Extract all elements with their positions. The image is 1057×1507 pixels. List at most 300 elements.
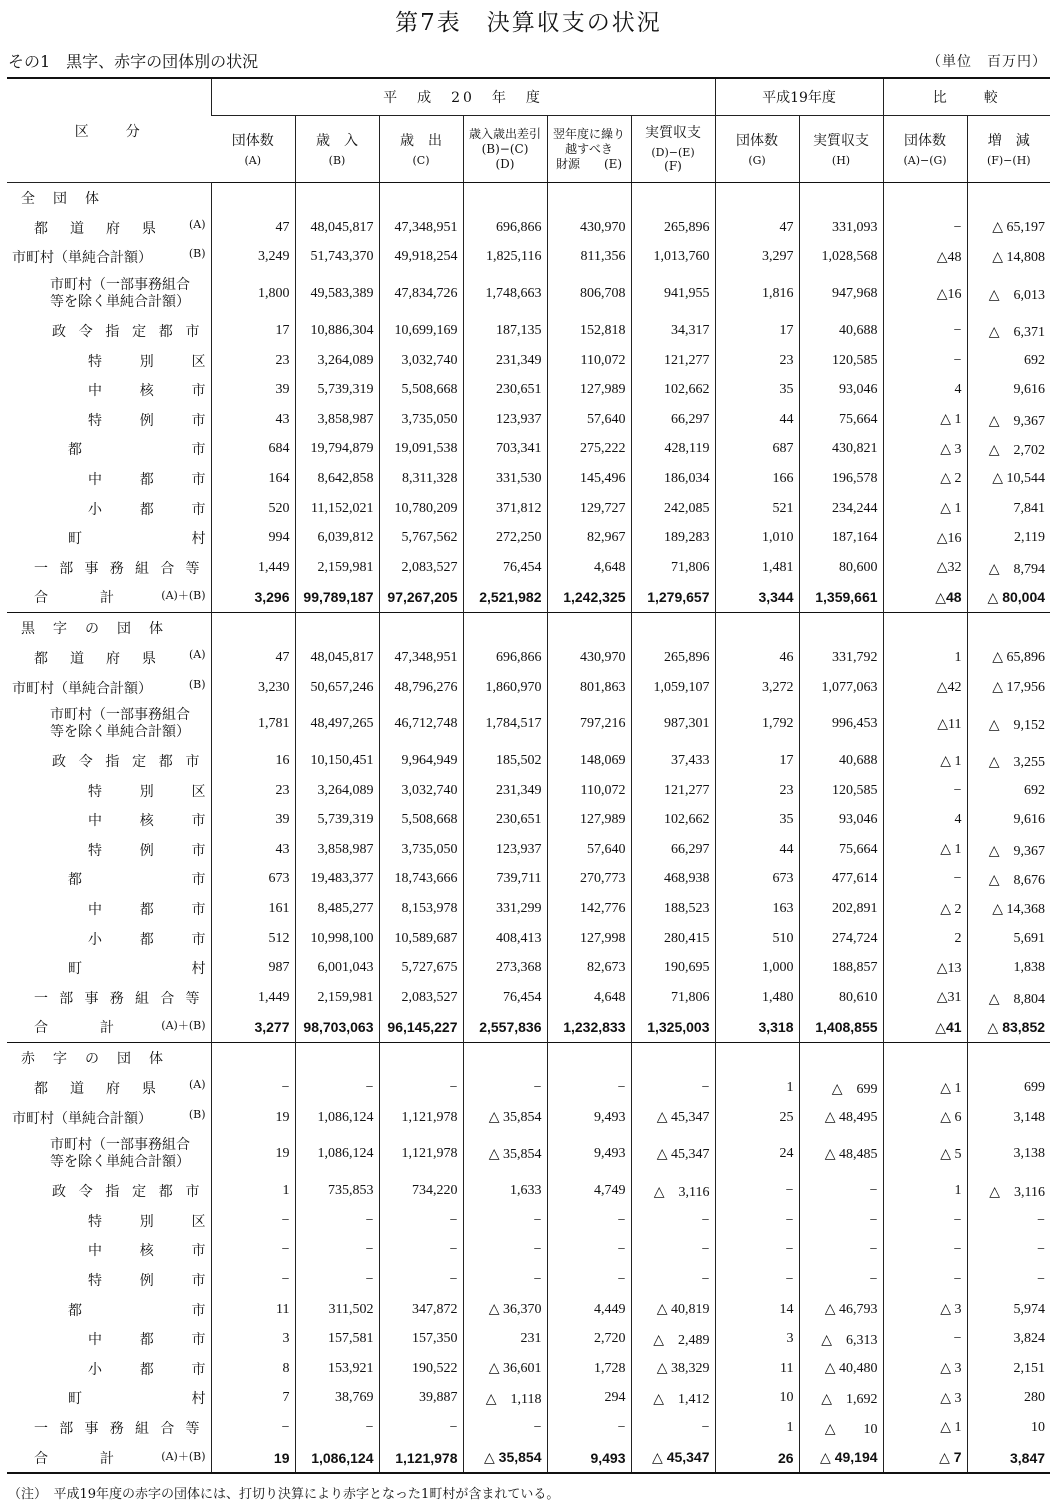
- value-cell: 1,449: [211, 553, 295, 583]
- value-cell: −: [883, 1236, 967, 1266]
- value-cell: 129,727: [547, 494, 631, 524]
- value-cell: −: [547, 1413, 631, 1443]
- value-cell: 734,220: [379, 1176, 463, 1206]
- value-cell: −: [295, 1206, 379, 1236]
- value-cell: △ 14,808: [967, 243, 1050, 273]
- table-row: [7, 673, 1050, 703]
- row-label: 特 別 区: [88, 783, 206, 800]
- table-row: [7, 583, 1050, 613]
- value-cell: △ 1: [883, 1073, 967, 1103]
- unit-label: （単位 百万円）: [927, 54, 1047, 70]
- value-cell: 19: [211, 1443, 295, 1474]
- value-cell: △ 2: [883, 894, 967, 924]
- value-cell: −: [631, 1073, 715, 1103]
- row-label: 市町村（一部事務組合 等を除く単純合計額）: [50, 1137, 190, 1171]
- value-cell: 811,356: [547, 243, 631, 273]
- value-cell: 16: [211, 746, 295, 776]
- value-cell: 987,301: [631, 702, 715, 746]
- value-cell: △ 1,692: [799, 1384, 883, 1414]
- value-cell: 331,792: [799, 643, 883, 673]
- value-cell: 152,818: [547, 316, 631, 346]
- value-cell: △ 3: [883, 1354, 967, 1384]
- row-label: 中 核 市: [88, 1243, 206, 1260]
- value-cell: 3,272: [715, 673, 799, 703]
- value-cell: 35: [715, 806, 799, 836]
- value-cell: 10: [715, 1384, 799, 1414]
- row-label: 一 部 事 務 組 合 等: [34, 560, 206, 577]
- value-cell: −: [883, 1324, 967, 1354]
- value-cell: 3,847: [967, 1443, 1050, 1474]
- value-cell: 331,530: [463, 464, 547, 494]
- value-cell: △ 3,255: [967, 746, 1050, 776]
- row-label: 合 計 (A)＋(B): [34, 1019, 206, 1037]
- value-cell: 35: [715, 375, 799, 405]
- row-label: 政 令 指 定 都 市: [52, 1184, 206, 1201]
- value-cell: 941,955: [631, 272, 715, 316]
- row-label: 町 村: [68, 1391, 206, 1408]
- value-cell: −: [883, 865, 967, 895]
- value-cell: △ 17,956: [967, 673, 1050, 703]
- value-cell: 121,277: [631, 776, 715, 806]
- value-cell: 274,724: [799, 924, 883, 954]
- table-row: [7, 272, 1050, 316]
- value-cell: 3,230: [211, 673, 295, 703]
- value-cell: 1,481: [715, 553, 799, 583]
- value-cell: 66,297: [631, 835, 715, 865]
- value-cell: △ 10,544: [967, 464, 1050, 494]
- value-cell: 145,496: [547, 464, 631, 494]
- value-cell: −: [547, 1206, 631, 1236]
- value-cell: 1,449: [211, 983, 295, 1013]
- column-header-4: 翌年度に繰り越すべき 財源 (E): [547, 116, 631, 183]
- value-cell: 2,151: [967, 1354, 1050, 1384]
- value-cell: 1,121,978: [379, 1132, 463, 1176]
- row-label: 都 道 府 県 (A): [34, 1078, 206, 1098]
- table-row: [7, 316, 1050, 346]
- table-row: [7, 746, 1050, 776]
- value-cell: −: [379, 1265, 463, 1295]
- value-cell: 430,821: [799, 435, 883, 465]
- value-cell: 26: [715, 1443, 799, 1474]
- value-cell: △ 6,313: [799, 1324, 883, 1354]
- value-cell: 49,918,254: [379, 243, 463, 273]
- value-cell: 1,748,663: [463, 272, 547, 316]
- value-cell: △ 40,480: [799, 1354, 883, 1384]
- value-cell: 75,664: [799, 405, 883, 435]
- value-cell: −: [211, 1073, 295, 1103]
- value-cell: 684: [211, 435, 295, 465]
- value-cell: 127,998: [547, 924, 631, 954]
- value-cell: −: [379, 1206, 463, 1236]
- value-cell: 99,789,187: [295, 583, 379, 613]
- value-cell: 5,691: [967, 924, 1050, 954]
- value-cell: △16: [883, 272, 967, 316]
- value-cell: 1: [715, 1413, 799, 1443]
- empty-cell: [967, 183, 1050, 214]
- value-cell: 186,034: [631, 464, 715, 494]
- empty-cell: [463, 183, 547, 214]
- value-cell: 510: [715, 924, 799, 954]
- value-cell: 1,633: [463, 1176, 547, 1206]
- table-row: [7, 464, 1050, 494]
- value-cell: −: [463, 1206, 547, 1236]
- value-cell: 127,989: [547, 806, 631, 836]
- value-cell: △ 45,347: [631, 1443, 715, 1474]
- value-cell: △ 9,367: [967, 405, 1050, 435]
- value-cell: 57,640: [547, 835, 631, 865]
- value-cell: 102,662: [631, 806, 715, 836]
- table-row: [7, 1324, 1050, 1354]
- empty-cell: [799, 613, 883, 644]
- value-cell: 10,699,169: [379, 316, 463, 346]
- value-cell: 10,780,209: [379, 494, 463, 524]
- value-cell: 1,860,970: [463, 673, 547, 703]
- value-cell: △48: [883, 243, 967, 273]
- row-label: 特 別 区: [88, 1213, 206, 1230]
- row-label: 小 都 市: [88, 501, 206, 518]
- table-row: [7, 346, 1050, 376]
- value-cell: 48,045,817: [295, 213, 379, 243]
- value-cell: 1,077,063: [799, 673, 883, 703]
- value-cell: 10,886,304: [295, 316, 379, 346]
- value-cell: 2,557,836: [463, 1013, 547, 1043]
- value-cell: −: [715, 1236, 799, 1266]
- value-cell: 5,739,319: [295, 806, 379, 836]
- value-cell: 19: [211, 1132, 295, 1176]
- value-cell: △ 48,485: [799, 1132, 883, 1176]
- value-cell: 5,974: [967, 1295, 1050, 1325]
- value-cell: 44: [715, 405, 799, 435]
- value-cell: 23: [715, 346, 799, 376]
- value-cell: 8,153,978: [379, 894, 463, 924]
- value-cell: 3,858,987: [295, 835, 379, 865]
- empty-cell: [799, 183, 883, 214]
- row-label: 特 例 市: [88, 1273, 206, 1290]
- value-cell: −: [883, 1206, 967, 1236]
- value-cell: 692: [967, 776, 1050, 806]
- row-label: 町 村: [68, 531, 206, 548]
- value-cell: △ 7: [883, 1443, 967, 1474]
- table-row: [7, 643, 1050, 673]
- value-cell: 76,454: [463, 983, 547, 1013]
- value-cell: 51,743,370: [295, 243, 379, 273]
- value-cell: 4,449: [547, 1295, 631, 1325]
- row-label: 町 村: [68, 961, 206, 978]
- table-row: [7, 894, 1050, 924]
- empty-cell: [799, 1043, 883, 1074]
- value-cell: △ 1: [883, 1413, 967, 1443]
- value-cell: 1: [883, 1176, 967, 1206]
- value-cell: 19,091,538: [379, 435, 463, 465]
- value-cell: −: [883, 316, 967, 346]
- value-cell: △ 6,371: [967, 316, 1050, 346]
- value-cell: 1,781: [211, 702, 295, 746]
- value-cell: −: [295, 1265, 379, 1295]
- table-row: [7, 1206, 1050, 1236]
- value-cell: 46: [715, 643, 799, 673]
- value-cell: 272,250: [463, 523, 547, 553]
- row-label: 都 市: [68, 872, 206, 889]
- value-cell: 280,415: [631, 924, 715, 954]
- value-cell: 1,279,657: [631, 583, 715, 613]
- value-cell: −: [631, 1413, 715, 1443]
- value-cell: 3,264,089: [295, 776, 379, 806]
- row-label: 都 道 府 県 (A): [34, 217, 206, 237]
- value-cell: 230,651: [463, 806, 547, 836]
- row-label: 市町村（一部事務組合 等を除く単純合計額）: [50, 707, 190, 741]
- table-row: [7, 375, 1050, 405]
- column-header-9: 増 減 (F)−(H): [967, 116, 1050, 183]
- table-row: [7, 1132, 1050, 1176]
- value-cell: 430,970: [547, 213, 631, 243]
- value-cell: 185,502: [463, 746, 547, 776]
- row-label: 政 令 指 定 都 市: [52, 323, 206, 340]
- value-cell: −: [211, 1265, 295, 1295]
- value-cell: △ 36,370: [463, 1295, 547, 1325]
- value-cell: 1,121,978: [379, 1443, 463, 1474]
- row-label: 都 市: [68, 442, 206, 459]
- table-row: [7, 835, 1050, 865]
- value-cell: 4: [883, 806, 967, 836]
- column-header-3: 歳入歳出差引 (B)−(C) (D): [463, 116, 547, 183]
- value-cell: 48,796,276: [379, 673, 463, 703]
- value-cell: 187,164: [799, 523, 883, 553]
- empty-cell: [715, 1043, 799, 1074]
- table-row: [7, 953, 1050, 983]
- empty-cell: [547, 183, 631, 214]
- row-label: 中 核 市: [88, 813, 206, 830]
- value-cell: 9,616: [967, 806, 1050, 836]
- value-cell: −: [631, 1236, 715, 1266]
- value-cell: 1,232,833: [547, 1013, 631, 1043]
- value-cell: 477,614: [799, 865, 883, 895]
- value-cell: 66,297: [631, 405, 715, 435]
- value-cell: 806,708: [547, 272, 631, 316]
- table-row: [7, 1013, 1050, 1043]
- value-cell: 696,866: [463, 643, 547, 673]
- value-cell: 947,968: [799, 272, 883, 316]
- empty-cell: [463, 613, 547, 644]
- value-cell: △ 1: [883, 835, 967, 865]
- value-cell: 1: [883, 643, 967, 673]
- empty-cell: [295, 183, 379, 214]
- row-label: 中 核 市: [88, 383, 206, 400]
- value-cell: 801,863: [547, 673, 631, 703]
- value-cell: △ 65,197: [967, 213, 1050, 243]
- section-heading-row: [7, 613, 1050, 644]
- table-row: [7, 405, 1050, 435]
- value-cell: △ 8,676: [967, 865, 1050, 895]
- value-cell: 994: [211, 523, 295, 553]
- value-cell: 4,648: [547, 983, 631, 1013]
- value-cell: −: [463, 1413, 547, 1443]
- value-cell: −: [967, 1236, 1050, 1266]
- value-cell: 10,998,100: [295, 924, 379, 954]
- value-cell: △ 10: [799, 1413, 883, 1443]
- value-cell: −: [547, 1073, 631, 1103]
- value-cell: −: [883, 1265, 967, 1295]
- value-cell: 1,325,003: [631, 1013, 715, 1043]
- value-cell: −: [295, 1413, 379, 1443]
- value-cell: 3,249: [211, 243, 295, 273]
- row-label: 特 別 区: [88, 353, 206, 370]
- value-cell: 331,299: [463, 894, 547, 924]
- value-cell: 512: [211, 924, 295, 954]
- value-cell: 123,937: [463, 835, 547, 865]
- value-cell: 93,046: [799, 375, 883, 405]
- value-cell: −: [295, 1236, 379, 1266]
- value-cell: 3,858,987: [295, 405, 379, 435]
- header-group-h20: 平 成 20 年 度: [211, 78, 715, 116]
- value-cell: 5,739,319: [295, 375, 379, 405]
- value-cell: 188,857: [799, 953, 883, 983]
- section-heading: 全団体: [7, 183, 211, 214]
- value-cell: 11: [211, 1295, 295, 1325]
- header-group-h19: 平成19年度: [715, 78, 883, 116]
- value-cell: 231: [463, 1324, 547, 1354]
- value-cell: △ 3,116: [631, 1176, 715, 1206]
- value-cell: △ 35,854: [463, 1443, 547, 1474]
- empty-cell: [883, 183, 967, 214]
- value-cell: −: [379, 1413, 463, 1443]
- value-cell: △ 699: [799, 1073, 883, 1103]
- table-row: [7, 213, 1050, 243]
- value-cell: −: [715, 1206, 799, 1236]
- row-label: 合 計 (A)＋(B): [34, 1449, 206, 1467]
- empty-cell: [631, 1043, 715, 1074]
- value-cell: △ 5: [883, 1132, 967, 1176]
- value-cell: 39,887: [379, 1384, 463, 1414]
- value-cell: 48,497,265: [295, 702, 379, 746]
- value-cell: △ 9,152: [967, 702, 1050, 746]
- value-cell: −: [715, 1265, 799, 1295]
- empty-cell: [883, 613, 967, 644]
- value-cell: △ 49,194: [799, 1443, 883, 1474]
- table-row: [7, 806, 1050, 836]
- value-cell: 687: [715, 435, 799, 465]
- value-cell: 47,834,726: [379, 272, 463, 316]
- empty-cell: [295, 613, 379, 644]
- value-cell: 39: [211, 375, 295, 405]
- row-label: 中 都 市: [88, 1332, 206, 1349]
- value-cell: 40,688: [799, 316, 883, 346]
- value-cell: 47: [715, 213, 799, 243]
- value-cell: 98,703,063: [295, 1013, 379, 1043]
- value-cell: △48: [883, 583, 967, 613]
- value-cell: 39: [211, 806, 295, 836]
- value-cell: 23: [211, 776, 295, 806]
- value-cell: 1,121,978: [379, 1103, 463, 1133]
- value-cell: △11: [883, 702, 967, 746]
- value-cell: 468,938: [631, 865, 715, 895]
- value-cell: △ 3: [883, 435, 967, 465]
- value-cell: △ 40,819: [631, 1295, 715, 1325]
- row-label: 市町村（一部事務組合 等を除く単純合計額）: [50, 277, 190, 311]
- value-cell: △ 35,854: [463, 1132, 547, 1176]
- row-label: 合 計 (A)＋(B): [34, 589, 206, 607]
- value-cell: 6,039,812: [295, 523, 379, 553]
- value-cell: 2,720: [547, 1324, 631, 1354]
- empty-cell: [379, 183, 463, 214]
- value-cell: −: [211, 1413, 295, 1443]
- value-cell: 3: [211, 1324, 295, 1354]
- column-header-6: 団体数 (G): [715, 116, 799, 183]
- value-cell: 96,145,227: [379, 1013, 463, 1043]
- value-cell: 3,277: [211, 1013, 295, 1043]
- footnote: （注） 平成19年度の赤字の団体には、打切り決算により赤字となった1町村が含まれている。: [8, 1487, 560, 1502]
- table-row: [7, 1236, 1050, 1266]
- row-label: 小 都 市: [88, 931, 206, 948]
- value-cell: 18,743,666: [379, 865, 463, 895]
- value-cell: −: [799, 1176, 883, 1206]
- value-cell: 280: [967, 1384, 1050, 1414]
- value-cell: △ 9,367: [967, 835, 1050, 865]
- value-cell: 82,673: [547, 953, 631, 983]
- value-cell: −: [799, 1206, 883, 1236]
- row-label: 市町村（単純合計額） (B): [12, 1107, 206, 1127]
- value-cell: 428,119: [631, 435, 715, 465]
- value-cell: −: [211, 1206, 295, 1236]
- section-heading: 黒字の団体: [7, 613, 211, 644]
- value-cell: 692: [967, 346, 1050, 376]
- empty-cell: [967, 613, 1050, 644]
- value-cell: 37,433: [631, 746, 715, 776]
- value-cell: 93,046: [799, 806, 883, 836]
- row-label: 小 都 市: [88, 1361, 206, 1378]
- value-cell: 7: [211, 1384, 295, 1414]
- value-cell: 102,662: [631, 375, 715, 405]
- value-cell: △ 1: [883, 746, 967, 776]
- row-label: 都 道 府 県 (A): [34, 647, 206, 667]
- value-cell: −: [295, 1073, 379, 1103]
- value-cell: 703,341: [463, 435, 547, 465]
- row-label: 一 部 事 務 組 合 等: [34, 1420, 206, 1437]
- value-cell: △42: [883, 673, 967, 703]
- value-cell: 3,318: [715, 1013, 799, 1043]
- value-cell: 166: [715, 464, 799, 494]
- value-cell: 1,028,568: [799, 243, 883, 273]
- value-cell: 17: [715, 746, 799, 776]
- value-cell: 10,589,687: [379, 924, 463, 954]
- value-cell: 2,119: [967, 523, 1050, 553]
- value-cell: −: [799, 1236, 883, 1266]
- value-cell: △ 3: [883, 1384, 967, 1414]
- table-row: [7, 1176, 1050, 1206]
- value-cell: △13: [883, 953, 967, 983]
- value-cell: 2,083,527: [379, 983, 463, 1013]
- value-cell: 430,970: [547, 643, 631, 673]
- value-cell: 47: [211, 213, 295, 243]
- table-row: [7, 1295, 1050, 1325]
- value-cell: 17: [211, 316, 295, 346]
- empty-cell: [967, 1043, 1050, 1074]
- value-cell: 14: [715, 1295, 799, 1325]
- value-cell: △ 1,118: [463, 1384, 547, 1414]
- section-heading-row: [7, 1043, 1050, 1074]
- value-cell: 1,242,325: [547, 583, 631, 613]
- value-cell: 123,937: [463, 405, 547, 435]
- value-cell: 265,896: [631, 213, 715, 243]
- value-cell: 6,001,043: [295, 953, 379, 983]
- value-cell: 371,812: [463, 494, 547, 524]
- value-cell: −: [883, 346, 967, 376]
- value-cell: 1,010: [715, 523, 799, 553]
- value-cell: 44: [715, 835, 799, 865]
- table-row: [7, 1265, 1050, 1295]
- table-row: [7, 1354, 1050, 1384]
- empty-cell: [211, 613, 295, 644]
- value-cell: 11: [715, 1354, 799, 1384]
